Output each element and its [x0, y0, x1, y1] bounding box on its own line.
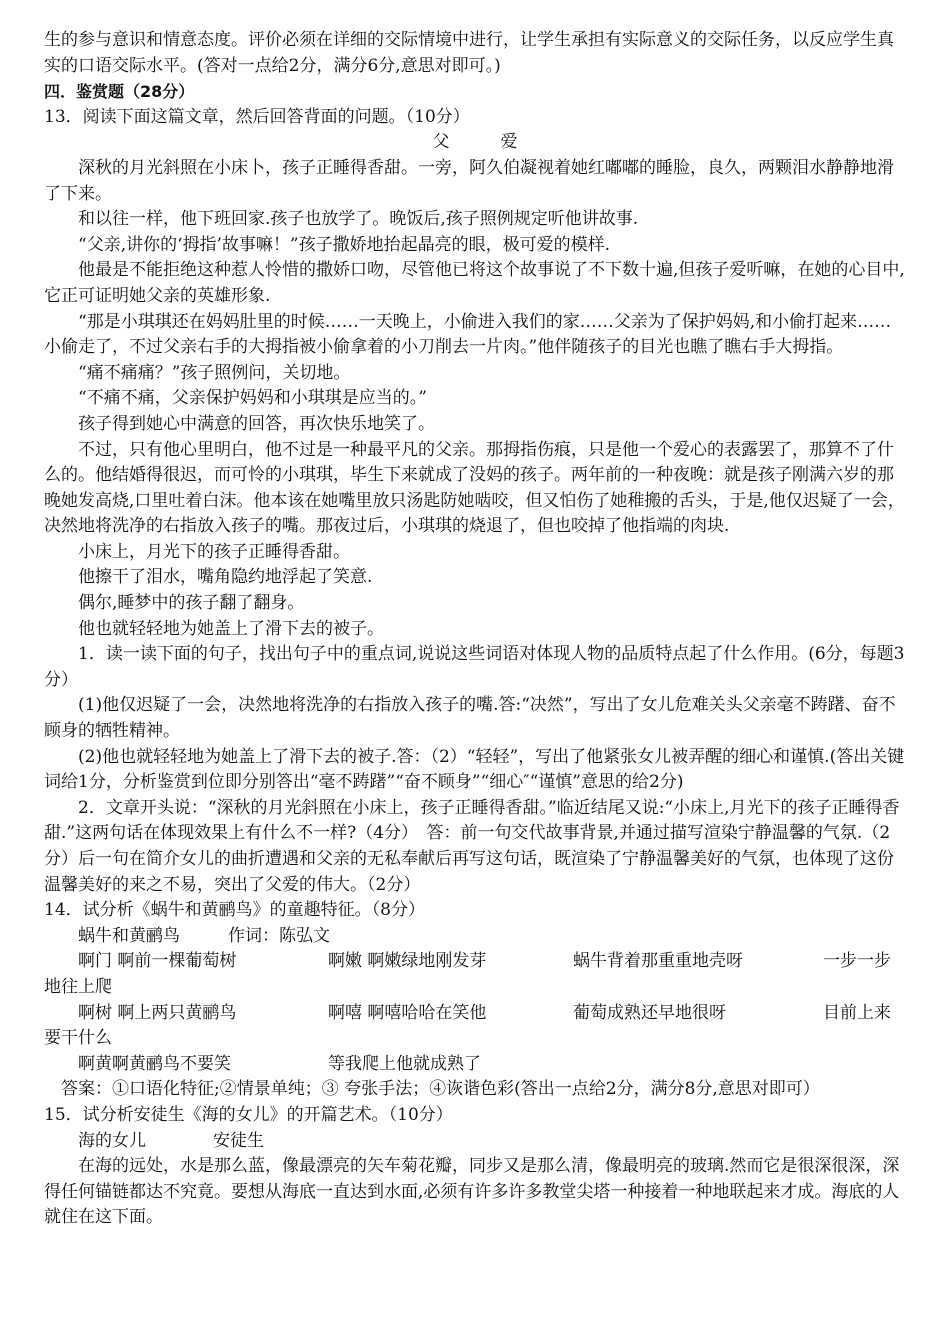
lyric-cell: 啊嘻 啊嘻哈哈在笑他: [328, 1002, 487, 1023]
lyric-cell: 等我爬上他就成熟了: [328, 1053, 481, 1074]
lyric-cell: 一步一步: [823, 951, 891, 972]
subquestion-2: 2．文章开头说：“深秋的月光斜照在小床上，孩子正睡得香甜。”临近结尾又说:“小床上,月光下的孩子正睡得香甜.”这两句话在体现效果上有什么不一样?（4分） 答：前一句交代故事背景,并通过描写渲染宁静温馨的气氛.（2分）后一句在简介女儿的曲折遭遇和父亲的无私奉献后再写这句话，既渲染了宁静温馨美好的气氛，也体现了这份温馨美好的来之不易，突出了父爱的伟大。（2分）: [44, 797, 900, 895]
question-14-answer: 答案：①口语化特征;②情景单纯；③ 夸张手法；④诙谐色彩(答出一点给2分，满分8分,意思对即可）: [61, 1079, 820, 1100]
subquestion-1-answer-1: (1)他仅迟疑了一会，决然地将洗净的右指放入孩子的嘴.答:“决然”，写出了女儿危难关头父亲毫不踌躇、奋不顾身的牺牲精神。: [44, 695, 896, 742]
article-paragraph: “不痛不痛，父亲保护妈妈和小琪琪是应当的。”: [78, 388, 427, 409]
song-author: 作词：陈弘文: [228, 925, 330, 946]
section-heading: 四．鉴赏题（28分）: [44, 82, 195, 102]
article-paragraph: “痛不痛痛？”孩子照例问，关切地。: [78, 362, 351, 383]
excerpt-paragraph: 在海的远处，水是那么蓝，像最漂亮的矢车菊花瓣，同步又是那么清，像最明亮的玻璃.然而它是很深很深，深得任何锚链都达不究竟。要想从海底一直达到水面,必须有许多许多教堂尖塔一种接着一种地联起来才成。海底的人就住在这下面。: [44, 1156, 900, 1228]
lyric-continuation: 地往上爬: [44, 976, 112, 997]
lyric-continuation: 要干什么: [44, 1028, 112, 1049]
lyric-cell: 目前上来: [823, 1002, 891, 1023]
article-title: 父爱: [432, 132, 569, 153]
song-heading: [44, 924, 906, 950]
work-heading: [44, 1129, 906, 1155]
lyric-cell: 啊树 啊上两只黄鹂鸟: [78, 1002, 237, 1023]
lyric-cell: 蜗牛背着那重重地壳呀: [573, 951, 743, 972]
lyric-cell: 啊门 啊前一棵葡萄树: [78, 951, 237, 972]
question-14-stem: 14．试分析《蜗牛和黄鹂鸟》的童趣特征。（8分）: [44, 900, 425, 921]
lyrics-row: [44, 1052, 906, 1078]
article-paragraph: 深秋的月光斜照在小床卜，孩子正睡得香甜。一旁，阿久伯凝视着她红嘟嘟的睡脸，良久，两颗泪水静静地滑了下来。: [44, 157, 894, 204]
article-paragraph: 偶尔,睡梦中的孩子翻了翻身。: [78, 593, 305, 614]
work-author: 安徒生: [213, 1130, 264, 1151]
article-paragraph: “那是小琪琪还在妈妈肚里的时候……一天晚上，小偷进入我们的家……父亲为了保护妈妈,和小偷打起来……小偷走了，不过父亲右手的大拇指被小偷拿着的小刀削去一片肉。”他伴随孩子的目光也瞧了瞧右手大拇指。: [44, 311, 892, 358]
lyrics-row: [44, 949, 906, 975]
article-paragraph: 小床上，月光下的孩子正睡得香甜。: [78, 541, 350, 562]
question-13-stem: 13．阅读下面这篇文章，然后回答背面的问题。（10分）: [44, 106, 470, 127]
subquestion-1-stem: 1．读一读下面的句子，找出句子中的重点词,说说这些词语对体现人物的品质特点起了什么作用。(6分，每题3分）: [44, 644, 905, 690]
work-title: 海的女儿: [78, 1130, 146, 1151]
subquestion-1-answer-2: (2)他也就轻轻地为她盖上了滑下去的被子.答：（2）“轻轻”，写出了他紧张女儿被弄醒的细心和谨慎.(答出关键词给1分，分析鉴赏到位即分别答出“毫不踌躇”“奋不顾身”“细心″“谨慎”意思的给2分): [44, 746, 905, 793]
article-paragraph: 他擦干了泪水，嘴角隐约地浮起了笑意.: [78, 567, 373, 588]
intro-paragraph: 生的参与意识和情意态度。评价必须在详细的交际情境中进行，让学生承担有实际意义的交际任务，以反应学生真实的口语交际水平。(答对一点给2分，满分6分,意思对即可。): [44, 30, 894, 76]
article-paragraph: “父亲,讲你的‘拇指’故事嘛！”孩子撒娇地抬起晶亮的眼，极可爱的模样.: [78, 234, 610, 255]
article-paragraph: 他最是不能拒绝这种惹人怜惜的撒娇口吻，尽管他已将这个故事说了不下数十遍,但孩子爱听嘛，在她的心目中,它正可证明她父亲的英雄形象.: [44, 260, 905, 306]
article-paragraph: 孩子得到她心中满意的回答，再次快乐地笑了。: [78, 413, 435, 434]
lyric-cell: 葡萄成熟还早地很呀: [573, 1002, 726, 1023]
article-paragraph: 不过，只有他心里明白，他不过是一种最平凡的父亲。那拇指伤痕，只是他一个爱心的表露罢了，那算不了什么的。他结婚得很迟，而可怜的小琪琪，毕生下来就成了没妈的孩子。两年前的一种夜晚：就是孩子刚满六岁的那晚她发高烧,口里吐着白沫。他本该在她嘴里放只汤匙防她啮咬，但又怕伤了她稚搬的舌头，于是,他仅迟疑了一会，决然地将洗净的右指放入孩子的嘴。那夜过后，小琪琪的烧退了，但也咬掉了他指端的肉块.: [44, 439, 905, 537]
question-15-stem: 15．试分析安徒生《海的女儿》的开篇艺术。（10分）: [44, 1104, 453, 1125]
lyric-cell: 啊嫩 啊嫩绿地刚发芽: [328, 951, 487, 972]
lyric-cell: 啊黄啊黄鹂鸟不要笑: [78, 1053, 231, 1074]
song-title: 蜗牛和黄鹂鸟: [78, 925, 180, 946]
article-paragraph: 和以往一样，他下班回家.孩子也放学了。晚饭后,孩子照例规定听他讲故事.: [78, 209, 639, 230]
article-paragraph: 他也就轻轻地为她盖上了滑下去的被子。: [78, 618, 384, 639]
lyrics-row: [44, 1001, 906, 1027]
